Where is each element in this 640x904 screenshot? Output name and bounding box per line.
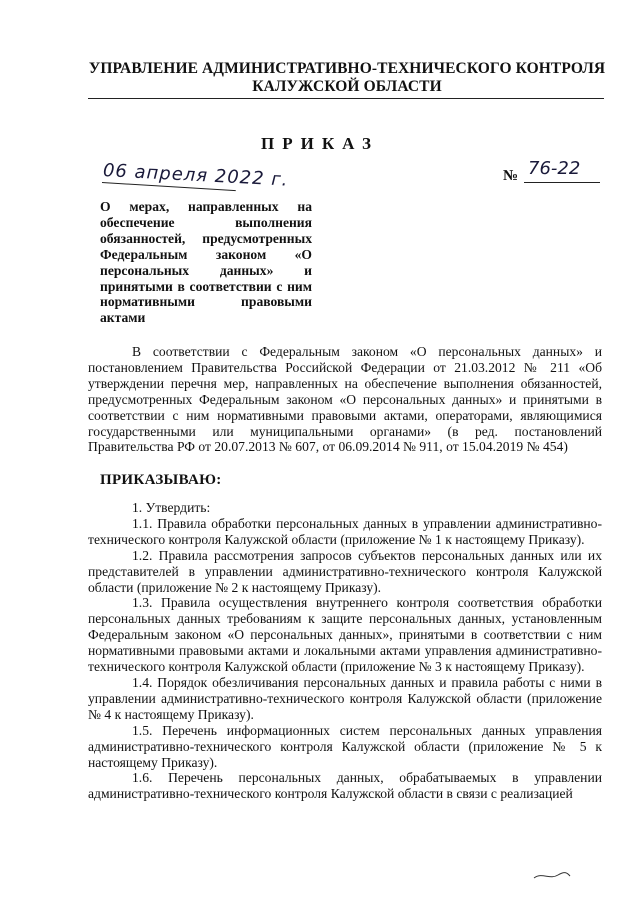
header-divider [88, 98, 604, 99]
list-item: 1. Утвердить: [132, 500, 211, 515]
list-item: 1.2. Правила рассмотрения запросов субъектов персональных данных или их представителей в управлении административно-технического контроля Калужской области (приложение № 2 к настоящему Приказу). [88, 547, 602, 595]
number-label: № [503, 168, 519, 184]
list-item: 1.1. Правила обработки персональных данных в управлении административно-технического контроля Калужской области (приложение № 1 к настоящему Приказу). [88, 515, 602, 547]
order-subject: О мерах, направленных на обеспечение выполнения обязанностей, предусмотренных Федеральным законом «О персональных данных» и принятыми в соответствии с ним нормативными правовыми актами [100, 199, 312, 326]
preamble-paragraph: В соответствии с Федеральным законом «О персональных данных» и постановлением Правительства Российской Федерации от 21.03.2012 № 211 «Об утверждении перечня мер, направленных на обеспечение выполнения обязанностей, предусмотренных Федеральным законом «О персональных данных» и принятыми в соответствии с ним нормативными правовыми актами, операторами, являющимися государственными или муниципальными органами» (в ред. постановлений Правительства РФ от 20.07.2013 № 607, от 06.09.2014 № 911, от 15.04.2019 № 454) [88, 344, 602, 455]
pen-mark-icon [532, 870, 572, 882]
organization-header [88, 60, 606, 96]
order-items [88, 500, 602, 802]
handwritten-number: 76-22 [528, 158, 581, 179]
list-item: 1.4. Порядок обезличивания персональных данных и правила работы с ними в управлении административно-технического контроля Калужской области (приложение № 4 к настоящему Приказу). [88, 674, 602, 722]
list-item: 1.5. Перечень информационных систем персональных данных управления административно-технического контроля Калужской области (приложение № 5 к настоящему Приказу). [88, 722, 602, 770]
list-item: 1.3. Правила осуществления внутреннего контроля соответствия обработки персональных данных требованиям к защите персональных данных, установленным Федеральным законом «О персональных данных», принятыми в соответствии с ним нормативными правовыми актами и локальными актами управления административно-технического контроля Калужской области (приложение № 3 к настоящему Приказу). [88, 595, 602, 675]
document-title: ПРИКАЗ [261, 134, 379, 153]
header-line-2: КАЛУЖСКОЙ ОБЛАСТИ [252, 78, 442, 95]
list-item: 1.6. Перечень персональных данных, обрабатываемых в управлении административно-технического контроля Калужской области в связи с реализацией [88, 770, 602, 802]
handwritten-date: 06 апреля 2022 г. [102, 160, 289, 191]
number-underline [524, 182, 600, 183]
order-word: ПРИКАЗЫВАЮ: [100, 472, 222, 488]
header-line-1: УПРАВЛЕНИЕ АДМИНИСТРАТИВНО-ТЕХНИЧЕСКОГО КОНТРОЛЯ [88, 60, 606, 77]
